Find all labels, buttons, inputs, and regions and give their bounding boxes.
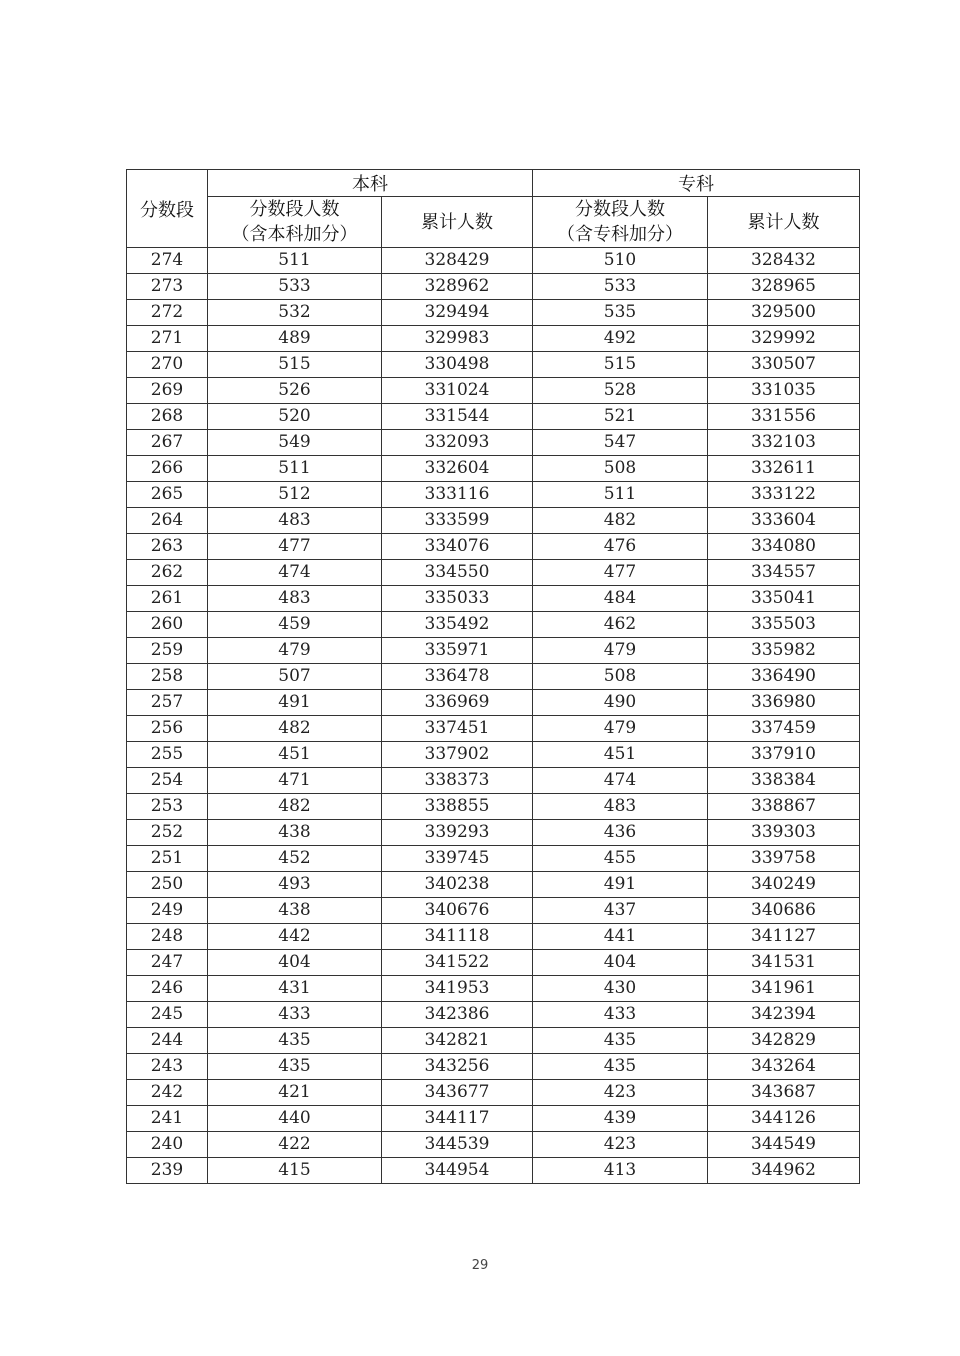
benke-cumulative-cell: 338373 xyxy=(382,768,533,794)
table-row xyxy=(127,404,860,430)
zhuanke-count-cell: 435 xyxy=(533,1028,708,1054)
zhuanke-count-header-line2: （含专科加分） xyxy=(557,224,683,245)
zhuanke-count-cell: 508 xyxy=(533,664,708,690)
zhuanke-count-cell: 510 xyxy=(533,248,708,274)
benke-cumulative-cell: 339293 xyxy=(382,820,533,846)
zhuanke-cumulative-cell: 338384 xyxy=(708,768,860,794)
benke-count-cell: 477 xyxy=(208,534,382,560)
benke-cumulative-cell: 340676 xyxy=(382,898,533,924)
zhuanke-cumulative-cell: 337459 xyxy=(708,716,860,742)
zhuanke-cumulative-cell: 342829 xyxy=(708,1028,860,1054)
score-distribution-table xyxy=(126,169,860,1184)
score-cell: 262 xyxy=(127,560,208,586)
table-row xyxy=(127,508,860,534)
score-cell: 255 xyxy=(127,742,208,768)
benke-count-cell: 404 xyxy=(208,950,382,976)
zhuanke-count-cell: 404 xyxy=(533,950,708,976)
table-row xyxy=(127,378,860,404)
benke-count-cell: 493 xyxy=(208,872,382,898)
benke-cumulative-cell: 337902 xyxy=(382,742,533,768)
table-row xyxy=(127,326,860,352)
table-row xyxy=(127,248,860,274)
zhuanke-count-cell: 508 xyxy=(533,456,708,482)
zhuanke-cumulative-cell: 341531 xyxy=(708,950,860,976)
benke-count-cell: 520 xyxy=(208,404,382,430)
zhuanke-count-cell: 483 xyxy=(533,794,708,820)
benke-count-cell: 515 xyxy=(208,352,382,378)
score-cell: 242 xyxy=(127,1080,208,1106)
zhuanke-cumulative-header: 累计人数 xyxy=(708,197,860,248)
benke-group-header: 本科 xyxy=(208,170,533,197)
table-row xyxy=(127,1028,860,1054)
score-cell: 259 xyxy=(127,638,208,664)
score-cell: 257 xyxy=(127,690,208,716)
benke-count-cell: 435 xyxy=(208,1054,382,1080)
benke-count-cell: 459 xyxy=(208,612,382,638)
score-cell: 261 xyxy=(127,586,208,612)
zhuanke-cumulative-cell: 340686 xyxy=(708,898,860,924)
zhuanke-count-cell: 477 xyxy=(533,560,708,586)
benke-count-header-line1: 分数段人数 xyxy=(249,199,340,220)
table-row xyxy=(127,456,860,482)
zhuanke-cumulative-cell: 334080 xyxy=(708,534,860,560)
benke-cumulative-cell: 340238 xyxy=(382,872,533,898)
benke-count-cell: 512 xyxy=(208,482,382,508)
zhuanke-count-cell: 491 xyxy=(533,872,708,898)
benke-count-cell: 471 xyxy=(208,768,382,794)
benke-cumulative-cell: 328429 xyxy=(382,248,533,274)
score-cell: 256 xyxy=(127,716,208,742)
benke-cumulative-cell: 337451 xyxy=(382,716,533,742)
table-row xyxy=(127,690,860,716)
benke-cumulative-cell: 344117 xyxy=(382,1106,533,1132)
benke-count-cell: 533 xyxy=(208,274,382,300)
score-cell: 250 xyxy=(127,872,208,898)
benke-cumulative-cell: 344954 xyxy=(382,1158,533,1184)
benke-cumulative-cell: 333599 xyxy=(382,508,533,534)
benke-cumulative-cell: 329494 xyxy=(382,300,533,326)
zhuanke-count-cell: 455 xyxy=(533,846,708,872)
benke-count-cell: 511 xyxy=(208,456,382,482)
benke-count-cell: 482 xyxy=(208,716,382,742)
table-row xyxy=(127,976,860,1002)
benke-count-cell: 438 xyxy=(208,898,382,924)
benke-cumulative-cell: 335492 xyxy=(382,612,533,638)
table-row xyxy=(127,586,860,612)
benke-cumulative-cell: 341522 xyxy=(382,950,533,976)
table-row xyxy=(127,300,860,326)
benke-cumulative-cell: 342386 xyxy=(382,1002,533,1028)
zhuanke-count-cell: 490 xyxy=(533,690,708,716)
score-cell: 254 xyxy=(127,768,208,794)
benke-count-header xyxy=(208,197,382,248)
benke-count-cell: 421 xyxy=(208,1080,382,1106)
score-cell: 258 xyxy=(127,664,208,690)
table-row xyxy=(127,716,860,742)
score-cell: 249 xyxy=(127,898,208,924)
zhuanke-count-cell: 433 xyxy=(533,1002,708,1028)
score-cell: 241 xyxy=(127,1106,208,1132)
score-cell: 272 xyxy=(127,300,208,326)
benke-count-header-line2: （含本科加分） xyxy=(231,224,358,245)
benke-count-cell: 491 xyxy=(208,690,382,716)
zhuanke-count-header-line1: 分数段人数 xyxy=(575,199,665,220)
benke-count-cell: 532 xyxy=(208,300,382,326)
benke-count-cell: 482 xyxy=(208,794,382,820)
benke-cumulative-cell: 335971 xyxy=(382,638,533,664)
benke-count-cell: 415 xyxy=(208,1158,382,1184)
score-cell: 248 xyxy=(127,924,208,950)
score-cell: 243 xyxy=(127,1054,208,1080)
benke-cumulative-cell: 342821 xyxy=(382,1028,533,1054)
zhuanke-count-cell: 437 xyxy=(533,898,708,924)
zhuanke-cumulative-cell: 328432 xyxy=(708,248,860,274)
zhuanke-count-header xyxy=(533,197,708,248)
zhuanke-count-cell: 435 xyxy=(533,1054,708,1080)
score-cell: 252 xyxy=(127,820,208,846)
benke-cumulative-cell: 334550 xyxy=(382,560,533,586)
zhuanke-count-cell: 482 xyxy=(533,508,708,534)
benke-cumulative-cell: 331544 xyxy=(382,404,533,430)
table-row xyxy=(127,898,860,924)
benke-count-cell: 452 xyxy=(208,846,382,872)
score-cell: 247 xyxy=(127,950,208,976)
benke-cumulative-cell: 344539 xyxy=(382,1132,533,1158)
table-row xyxy=(127,664,860,690)
benke-count-cell: 483 xyxy=(208,586,382,612)
table-body xyxy=(127,248,860,1184)
benke-count-cell: 549 xyxy=(208,430,382,456)
table-row xyxy=(127,742,860,768)
benke-cumulative-header: 累计人数 xyxy=(382,197,533,248)
benke-count-cell: 511 xyxy=(208,248,382,274)
zhuanke-count-cell: 423 xyxy=(533,1080,708,1106)
table-row xyxy=(127,872,860,898)
zhuanke-count-cell: 474 xyxy=(533,768,708,794)
benke-cumulative-cell: 332604 xyxy=(382,456,533,482)
score-cell: 245 xyxy=(127,1002,208,1028)
score-cell: 264 xyxy=(127,508,208,534)
table-row xyxy=(127,1054,860,1080)
zhuanke-cumulative-cell: 329500 xyxy=(708,300,860,326)
benke-count-cell: 438 xyxy=(208,820,382,846)
benke-cumulative-cell: 328962 xyxy=(382,274,533,300)
table-row xyxy=(127,352,860,378)
zhuanke-cumulative-cell: 340249 xyxy=(708,872,860,898)
zhuanke-cumulative-cell: 341127 xyxy=(708,924,860,950)
benke-count-cell: 440 xyxy=(208,1106,382,1132)
score-cell: 260 xyxy=(127,612,208,638)
benke-cumulative-cell: 331024 xyxy=(382,378,533,404)
zhuanke-group-header: 专科 xyxy=(533,170,860,197)
score-column-header: 分数段 xyxy=(127,170,208,248)
zhuanke-cumulative-cell: 338867 xyxy=(708,794,860,820)
zhuanke-count-cell: 521 xyxy=(533,404,708,430)
zhuanke-cumulative-cell: 335041 xyxy=(708,586,860,612)
benke-count-cell: 474 xyxy=(208,560,382,586)
zhuanke-cumulative-cell: 339758 xyxy=(708,846,860,872)
table-row xyxy=(127,1132,860,1158)
page-number: 29 xyxy=(471,1258,489,1273)
benke-cumulative-cell: 332093 xyxy=(382,430,533,456)
score-cell: 273 xyxy=(127,274,208,300)
zhuanke-cumulative-cell: 341961 xyxy=(708,976,860,1002)
table-row xyxy=(127,950,860,976)
zhuanke-count-cell: 439 xyxy=(533,1106,708,1132)
table-row xyxy=(127,430,860,456)
table-row xyxy=(127,274,860,300)
benke-count-cell: 451 xyxy=(208,742,382,768)
zhuanke-cumulative-cell: 331035 xyxy=(708,378,860,404)
zhuanke-count-cell: 462 xyxy=(533,612,708,638)
benke-count-cell: 507 xyxy=(208,664,382,690)
benke-cumulative-cell: 341953 xyxy=(382,976,533,1002)
score-cell: 253 xyxy=(127,794,208,820)
zhuanke-cumulative-cell: 328965 xyxy=(708,274,860,300)
score-cell: 240 xyxy=(127,1132,208,1158)
zhuanke-count-cell: 479 xyxy=(533,716,708,742)
zhuanke-cumulative-cell: 333604 xyxy=(708,508,860,534)
benke-cumulative-cell: 339745 xyxy=(382,846,533,872)
zhuanke-count-cell: 515 xyxy=(533,352,708,378)
table-row xyxy=(127,794,860,820)
zhuanke-cumulative-cell: 344549 xyxy=(708,1132,860,1158)
table-row xyxy=(127,560,860,586)
table-row xyxy=(127,482,860,508)
table-row xyxy=(127,1106,860,1132)
table-row xyxy=(127,638,860,664)
score-cell: 271 xyxy=(127,326,208,352)
benke-cumulative-cell: 330498 xyxy=(382,352,533,378)
benke-count-cell: 479 xyxy=(208,638,382,664)
zhuanke-cumulative-cell: 332103 xyxy=(708,430,860,456)
benke-cumulative-cell: 343677 xyxy=(382,1080,533,1106)
zhuanke-count-cell: 451 xyxy=(533,742,708,768)
zhuanke-count-cell: 492 xyxy=(533,326,708,352)
zhuanke-cumulative-cell: 331556 xyxy=(708,404,860,430)
score-cell: 251 xyxy=(127,846,208,872)
score-cell: 265 xyxy=(127,482,208,508)
score-cell: 244 xyxy=(127,1028,208,1054)
score-cell: 274 xyxy=(127,248,208,274)
zhuanke-count-cell: 430 xyxy=(533,976,708,1002)
zhuanke-cumulative-cell: 333122 xyxy=(708,482,860,508)
table-row xyxy=(127,1080,860,1106)
benke-cumulative-cell: 336478 xyxy=(382,664,533,690)
zhuanke-cumulative-cell: 335982 xyxy=(708,638,860,664)
zhuanke-count-cell: 476 xyxy=(533,534,708,560)
table-row xyxy=(127,1002,860,1028)
zhuanke-cumulative-cell: 339303 xyxy=(708,820,860,846)
zhuanke-cumulative-cell: 330507 xyxy=(708,352,860,378)
table-row xyxy=(127,924,860,950)
score-cell: 263 xyxy=(127,534,208,560)
benke-cumulative-cell: 341118 xyxy=(382,924,533,950)
zhuanke-count-cell: 535 xyxy=(533,300,708,326)
benke-count-cell: 526 xyxy=(208,378,382,404)
table-row xyxy=(127,846,860,872)
score-cell: 270 xyxy=(127,352,208,378)
benke-cumulative-cell: 336969 xyxy=(382,690,533,716)
score-cell: 246 xyxy=(127,976,208,1002)
benke-count-cell: 489 xyxy=(208,326,382,352)
benke-count-cell: 483 xyxy=(208,508,382,534)
zhuanke-count-cell: 441 xyxy=(533,924,708,950)
zhuanke-count-cell: 528 xyxy=(533,378,708,404)
table-row xyxy=(127,1158,860,1184)
zhuanke-cumulative-cell: 329992 xyxy=(708,326,860,352)
zhuanke-cumulative-cell: 335503 xyxy=(708,612,860,638)
score-cell: 267 xyxy=(127,430,208,456)
zhuanke-cumulative-cell: 336980 xyxy=(708,690,860,716)
zhuanke-cumulative-cell: 343687 xyxy=(708,1080,860,1106)
benke-cumulative-cell: 338855 xyxy=(382,794,533,820)
zhuanke-count-cell: 511 xyxy=(533,482,708,508)
zhuanke-cumulative-cell: 337910 xyxy=(708,742,860,768)
score-cell: 268 xyxy=(127,404,208,430)
benke-cumulative-cell: 329983 xyxy=(382,326,533,352)
benke-cumulative-cell: 343256 xyxy=(382,1054,533,1080)
benke-cumulative-cell: 333116 xyxy=(382,482,533,508)
benke-cumulative-cell: 334076 xyxy=(382,534,533,560)
score-cell: 266 xyxy=(127,456,208,482)
table-row xyxy=(127,768,860,794)
zhuanke-cumulative-cell: 344126 xyxy=(708,1106,860,1132)
zhuanke-cumulative-cell: 342394 xyxy=(708,1002,860,1028)
score-cell: 269 xyxy=(127,378,208,404)
zhuanke-count-cell: 479 xyxy=(533,638,708,664)
benke-count-cell: 422 xyxy=(208,1132,382,1158)
zhuanke-count-cell: 533 xyxy=(533,274,708,300)
benke-cumulative-cell: 335033 xyxy=(382,586,533,612)
zhuanke-cumulative-cell: 334557 xyxy=(708,560,860,586)
table-row xyxy=(127,612,860,638)
score-cell: 239 xyxy=(127,1158,208,1184)
zhuanke-cumulative-cell: 344962 xyxy=(708,1158,860,1184)
zhuanke-cumulative-cell: 336490 xyxy=(708,664,860,690)
table-row xyxy=(127,534,860,560)
benke-count-cell: 433 xyxy=(208,1002,382,1028)
benke-count-cell: 435 xyxy=(208,1028,382,1054)
zhuanke-cumulative-cell: 343264 xyxy=(708,1054,860,1080)
zhuanke-count-cell: 547 xyxy=(533,430,708,456)
zhuanke-cumulative-cell: 332611 xyxy=(708,456,860,482)
zhuanke-count-cell: 423 xyxy=(533,1132,708,1158)
table-row xyxy=(127,820,860,846)
zhuanke-count-cell: 436 xyxy=(533,820,708,846)
zhuanke-count-cell: 413 xyxy=(533,1158,708,1184)
benke-count-cell: 431 xyxy=(208,976,382,1002)
zhuanke-count-cell: 484 xyxy=(533,586,708,612)
benke-count-cell: 442 xyxy=(208,924,382,950)
